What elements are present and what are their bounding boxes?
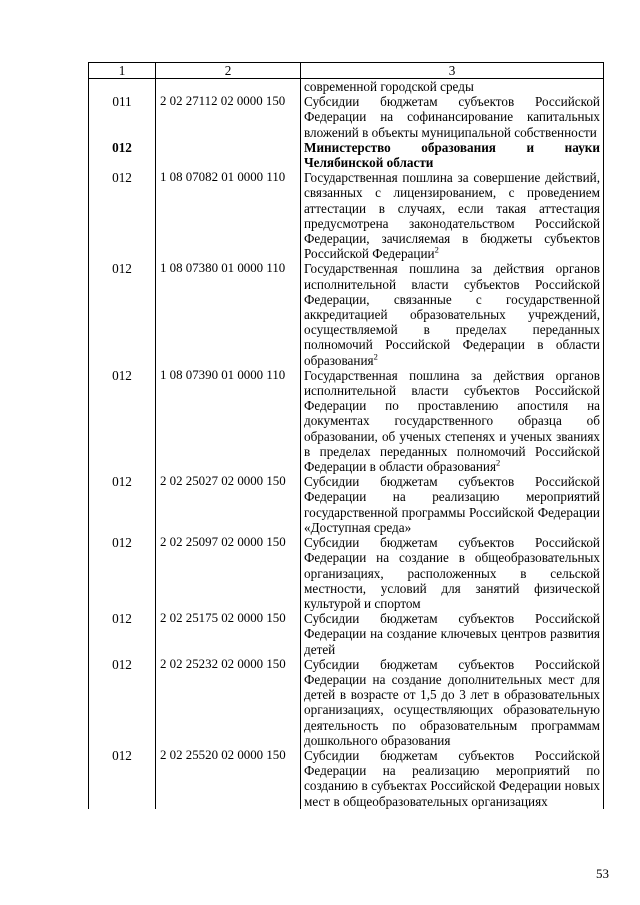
admin-code-cell: 012 [89,748,156,809]
table-row [89,261,604,367]
revenue-code-cell: 1 08 07082 01 0000 110 [156,170,301,261]
description-text: Субсидии бюджетам субъектов Российской Федерации на реализацию мероприятий по созданию в субъектах Российской Федерации новых мест в общеобразовательных организациях [304,747,600,809]
revenue-code-cell: 2 02 27112 02 0000 150 [156,94,301,140]
admin-code-cell: 012 [89,657,156,748]
table-row [89,170,604,261]
description-cell [301,474,604,535]
table-row [89,611,604,657]
description-cell [301,79,604,95]
admin-code-cell: 011 [89,94,156,140]
table-row [89,748,604,809]
admin-code-cell: 012 [89,170,156,261]
admin-code-cell: 012 [89,140,156,170]
footnote-marker: 2 [373,351,378,362]
description-text: Субсидии бюджетам субъектов Российской Федерации на софинансирование капитальных вложений в объекты муниципальной собственности [304,94,600,140]
table-row [89,79,604,95]
header-col-2: 2 [156,63,301,79]
admin-code-cell: 012 [89,368,156,474]
revenue-code-cell: 2 02 25175 02 0000 150 [156,611,301,657]
admin-code-cell [89,79,156,95]
table-row [89,94,604,140]
admin-code-cell: 012 [89,474,156,535]
description-cell [301,657,604,748]
header-col-3: 3 [301,63,604,79]
footnote-marker: 2 [434,244,439,255]
revenue-code-cell: 2 02 25027 02 0000 150 [156,474,301,535]
table-row [89,368,604,474]
description-cell [301,748,604,809]
description-cell [301,535,604,611]
description-cell [301,94,604,140]
description-cell [301,140,604,170]
description-text: Министерство образования и науки Челябинской области [304,139,600,171]
revenue-code-cell: 1 08 07390 01 0000 110 [156,368,301,474]
table-row [89,140,604,170]
table-row [89,474,604,535]
description-cell [301,611,604,657]
admin-code-cell: 012 [89,261,156,367]
table-row [89,657,604,748]
description-text: Государственная пошлина за совершение действий, связанных с лицензированием, с проведением аттестации в случаях, если такая аттестация предусмотрена законодательством Российской Федерации, зачисляемая в бюджеты субъектов Российской Федерации [304,170,600,262]
description-text: современной городской среды [304,79,474,94]
header-col-1: 1 [89,63,156,79]
budget-classification-table [88,62,604,809]
revenue-code-cell: 2 02 25097 02 0000 150 [156,535,301,611]
description-text: Субсидии бюджетам субъектов Российской Федерации на реализацию мероприятий государственной программы Российской Федерации «Доступная среда» [304,474,600,535]
admin-code-cell: 012 [89,535,156,611]
description-text: Субсидии бюджетам субъектов Российской Федерации на создание дополнительных мест для детей в возрасте от 1,5 до 3 лет в образовательных организациях, осуществляющих образовательную деятельность по образовательным программам дошкольного образования [304,656,600,748]
description-cell [301,170,604,261]
revenue-code-cell [156,79,301,95]
revenue-code-cell: 1 08 07380 01 0000 110 [156,261,301,367]
admin-code-cell: 012 [89,611,156,657]
table-header [89,63,604,79]
description-text: Государственная пошлина за действия органов исполнительной власти субъектов Российской Федерации, связанные с государственной аккредитацией образовательных учреждений, осуществляемой в пределах переданных полномочий Российской Федерации в области образования [304,261,600,368]
revenue-code-cell [156,140,301,170]
description-cell [301,261,604,367]
description-cell [301,368,604,474]
description-text: Субсидии бюджетам субъектов Российской Федерации на создание ключевых центров развития детей [304,611,600,657]
page-number: 53 [596,866,609,881]
table-row [89,535,604,611]
description-text: Субсидии бюджетам субъектов Российской Федерации на создание в общеобразовательных организациях, расположенных в сельской местности, условий для занятий физической культурой и спортом [304,535,600,611]
footnote-marker: 2 [496,457,501,468]
revenue-code-cell: 2 02 25520 02 0000 150 [156,748,301,809]
table-body [89,79,604,809]
description-text: Государственная пошлина за действия органов исполнительной власти субъектов Российской Федерации по проставлению апостиля на документах государственного образца об образовании, об ученых степенях и ученых званиях в пределах переданных полномочий Российской Федерации в области образования [304,367,600,475]
revenue-code-cell: 2 02 25232 02 0000 150 [156,657,301,748]
